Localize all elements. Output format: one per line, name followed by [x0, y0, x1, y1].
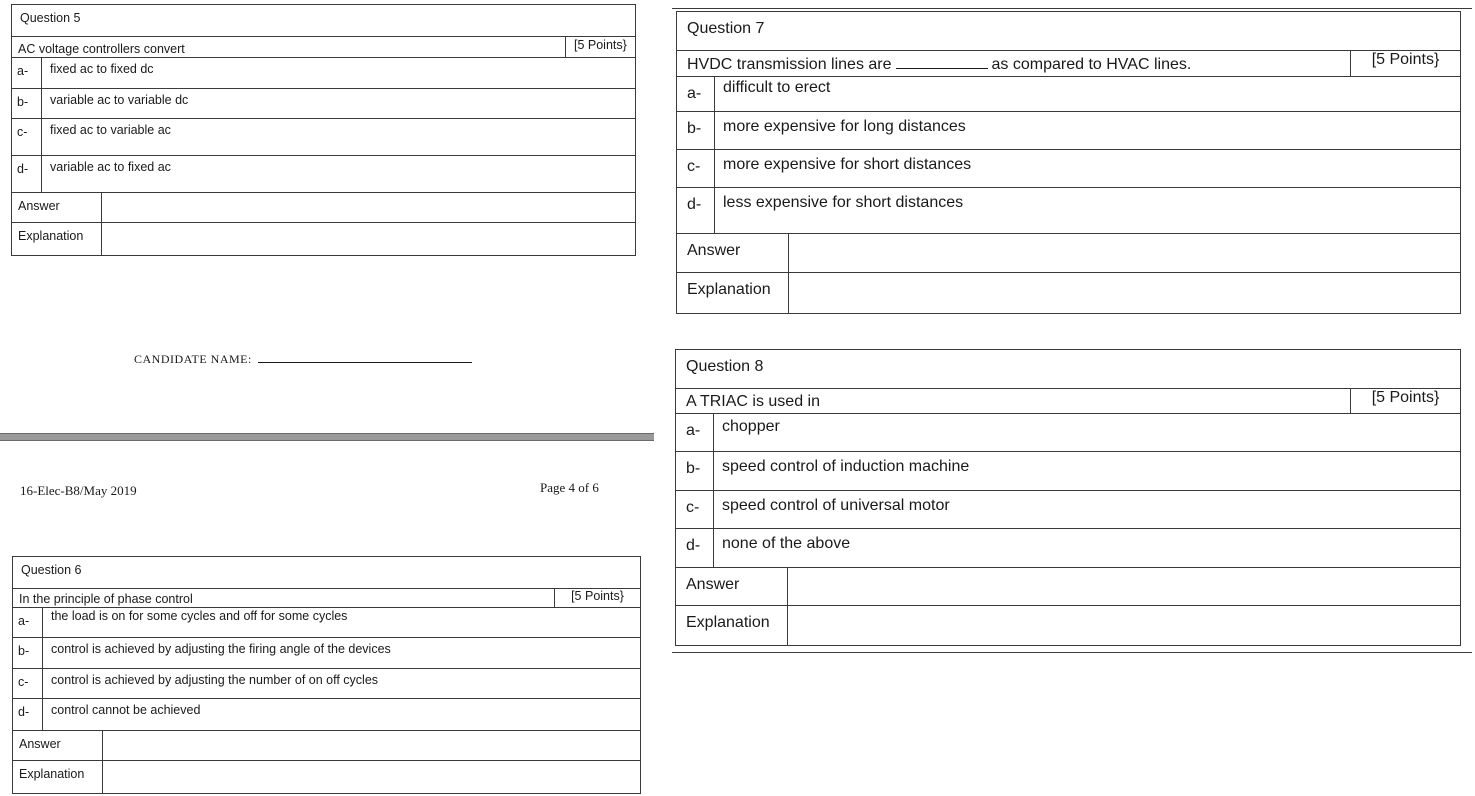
- right-page-bottom-rule: [672, 652, 1472, 653]
- option-label: d-: [676, 529, 714, 567]
- option-a: [676, 414, 1460, 452]
- explanation-label: Explanation: [677, 273, 789, 313]
- option-label: c-: [677, 150, 715, 187]
- option-label: a-: [676, 414, 714, 451]
- question-6-box: [12, 556, 641, 794]
- explanation-row: [13, 761, 640, 793]
- answer-label: Answer: [13, 731, 103, 760]
- points-label: [5 Points}: [554, 589, 640, 607]
- option-text: more expensive for long distances: [723, 118, 966, 135]
- option-d: [13, 699, 640, 731]
- answer-label: Answer: [12, 193, 102, 222]
- candidate-name: [134, 352, 472, 367]
- answer-row: [13, 731, 640, 761]
- question-6-title-row: [13, 557, 640, 589]
- option-c: [12, 119, 635, 156]
- option-label: b-: [13, 638, 43, 668]
- points-label: [5 Points}: [1350, 389, 1460, 413]
- explanation-field[interactable]: [103, 761, 640, 793]
- question-5-stem-row: [12, 37, 635, 58]
- option-label: b-: [12, 89, 42, 118]
- option-text: variable ac to variable dc: [50, 93, 189, 107]
- explanation-label: Explanation: [13, 761, 103, 793]
- answer-field[interactable]: [103, 731, 640, 760]
- candidate-name-label: CANDIDATE NAME:: [134, 352, 252, 366]
- option-text: control is achieved by adjusting the firing angle of the devices: [51, 642, 391, 656]
- question-stem: In the principle of phase control: [19, 592, 193, 606]
- explanation-row: [676, 606, 1460, 645]
- explanation-field[interactable]: [788, 606, 1460, 645]
- option-text: speed control of universal motor: [722, 497, 950, 514]
- option-label: d-: [12, 156, 42, 192]
- option-text: control is achieved by adjusting the number of on off cycles: [51, 673, 379, 687]
- explanation-label: Explanation: [676, 606, 788, 645]
- points-label: [5 Points}: [1350, 51, 1460, 76]
- option-label: c-: [676, 491, 714, 528]
- answer-field[interactable]: [789, 234, 1460, 272]
- answer-field[interactable]: [102, 193, 635, 222]
- question-7-title-row: [677, 12, 1460, 51]
- option-b: [677, 112, 1460, 150]
- points-label: [5 Points}: [565, 37, 635, 57]
- question-stem: [677, 56, 1201, 76]
- option-text: none of the above: [722, 535, 851, 552]
- explanation-field[interactable]: [102, 223, 635, 255]
- option-c: [677, 150, 1460, 188]
- option-text: the load is on for some cycles and off for some cycles: [51, 609, 348, 623]
- option-label: b-: [676, 452, 714, 490]
- option-c: [676, 491, 1460, 529]
- option-label: a-: [677, 77, 715, 111]
- question-stem: AC voltage controllers convert: [18, 42, 185, 56]
- option-d: [677, 188, 1460, 234]
- answer-label: Answer: [677, 234, 789, 272]
- explanation-field[interactable]: [789, 273, 1460, 313]
- exam-code: 16-Elec-B8/May 2019: [20, 483, 137, 498]
- option-text: fixed ac to fixed dc: [50, 62, 154, 76]
- option-text: difficult to erect: [723, 79, 831, 96]
- stem-before: HVDC transmission lines are: [687, 56, 892, 73]
- option-b: [12, 89, 635, 119]
- question-5-title-row: [12, 5, 635, 37]
- question-5-box: [11, 4, 636, 256]
- stem-blank: [896, 68, 988, 69]
- option-text: fixed ac to variable ac: [50, 123, 171, 137]
- answer-row: [12, 193, 635, 223]
- answer-row: [676, 568, 1460, 606]
- question-title: Question 5: [20, 11, 81, 25]
- option-d: [12, 156, 635, 193]
- question-8-stem-row: [676, 389, 1460, 414]
- answer-label: Answer: [676, 568, 788, 605]
- question-7-box: [676, 11, 1461, 314]
- question-title: Question 6: [21, 563, 82, 577]
- option-label: d-: [677, 188, 715, 233]
- question-7-stem-row: [677, 51, 1460, 77]
- option-b: [676, 452, 1460, 491]
- option-label: a-: [13, 608, 43, 637]
- question-title: Question 8: [686, 358, 764, 375]
- option-c: [13, 669, 640, 699]
- answer-row: [677, 234, 1460, 273]
- page-number: Page 4 of 6: [540, 480, 599, 495]
- option-text: control cannot be achieved: [51, 703, 201, 717]
- option-text: chopper: [722, 418, 780, 435]
- option-text: variable ac to fixed ac: [50, 160, 171, 174]
- page-divider: [0, 433, 654, 441]
- option-text: less expensive for short distances: [723, 194, 964, 211]
- option-label: d-: [13, 699, 43, 730]
- question-6-stem-row: [13, 589, 640, 608]
- option-label: c-: [12, 119, 42, 155]
- candidate-name-line[interactable]: [258, 362, 472, 363]
- right-page-top-rule: [672, 8, 1472, 9]
- option-a: [677, 77, 1460, 112]
- question-8-title-row: [676, 350, 1460, 389]
- option-text: more expensive for short distances: [723, 156, 972, 173]
- option-text: speed control of induction machine: [722, 458, 970, 475]
- explanation-label: Explanation: [12, 223, 102, 255]
- option-a: [12, 58, 635, 89]
- question-title: Question 7: [687, 20, 765, 37]
- question-8-box: [675, 349, 1461, 646]
- option-d: [676, 529, 1460, 568]
- answer-field[interactable]: [788, 568, 1460, 605]
- option-label: a-: [12, 58, 42, 88]
- explanation-row: [677, 273, 1460, 313]
- option-a: [13, 608, 640, 638]
- option-label: b-: [677, 112, 715, 149]
- question-stem: A TRIAC is used in: [686, 393, 820, 410]
- explanation-row: [12, 223, 635, 255]
- option-b: [13, 638, 640, 669]
- stem-after: as compared to HVAC lines.: [991, 56, 1192, 73]
- option-label: c-: [13, 669, 43, 698]
